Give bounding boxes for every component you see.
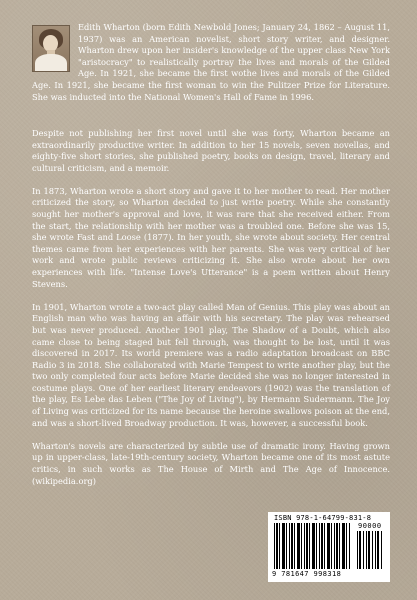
ean-bars	[274, 523, 350, 569]
isbn-label: ISBN 978-1-64799-831-8	[274, 514, 372, 522]
paragraph-bio: Edith Wharton (born Edith Newbold Jones; January 24, 1862 – August 11, 1937) was an American novelist, short story writer, and designer. Wharton drew upon her insider's knowledge of the upper class New York "aristocracy" to realistically portray the lives and morals of the Gilded Age. In 1921, she became the first wothe lives and morals of the Gilded Age. In 1921, she became the first woman to win the Pulitzer Prize for Literature. She was inducted into the National Women's Hall of Fame in 1996.	[32, 22, 390, 102]
back-cover-text	[32, 22, 390, 499]
isbn-barcode	[268, 512, 390, 582]
portrait-dress	[35, 54, 67, 72]
price-addon-label: 90000	[358, 522, 382, 530]
paragraph-early-writing: In 1873, Wharton wrote a short story and gave it to her mother to read. Her mother criticized the story, so Wharton decided to just write poetry. While she constantly sought her mother's approval and love, it was rare that she received either. From the start, the relationship with her mother was a troubled one. Before she was 15, she wrote Fast and Loose (1877). In her youth, she wrote about society. Her central themes came from her experiences with her parents. She was very critical of her work and wrote public reviews criticizing it. She also wrote about her own experiences with life. "Intense Love's Utterance" is a poem written about Henry Stevens.	[32, 185, 390, 289]
author-portrait	[32, 25, 70, 72]
paragraph-plays: In 1901, Wharton wrote a two-act play called Man of Genius. This play was about an English man who was having an affair with his secretary. The play was rehearsed but was never produced. Another 1901 play, The Shadow of a Doubt, which also came close to being staged but fell through, was thought to be lost, until it was discovered in 2017. Its world premiere was a radio adaptation broadcast on BBC Radio 3 in 2018. She collaborated with Marie Tempest to write another play, but the two only completed four acts before Marie decided she was no longer interested in costume plays. One of her earliest literary endeavors (1902) was the translation of the play, Es Lebe das Leben ("The Joy of Living"), by Hermann Sudermann. The Joy of Living was criticized for its name because the heroine swallows poison at the end, and was a short-lived Broadway production. It was, however, a successful book.	[32, 301, 390, 428]
paragraph-novels: Wharton's novels are characterized by subtle use of dramatic irony. Having grown up in upper-class, late-19th-century society, Wharton became one of its most astute critics, in such works as The House of Mirth and The Age of Innocence. (wikipedia.org)	[32, 440, 390, 486]
paragraph-productivity: Despite not publishing her first novel until she was forty, Wharton became an extraordinarily productive writer. In addition to her 15 novels, seven novellas, and eighty-five short stories, she published poetry, books on design, travel, literary and cultural criticism, and a memoir.	[32, 128, 390, 173]
addon-bars	[357, 531, 384, 569]
ean-digits: 9 781647 998318	[272, 570, 342, 578]
